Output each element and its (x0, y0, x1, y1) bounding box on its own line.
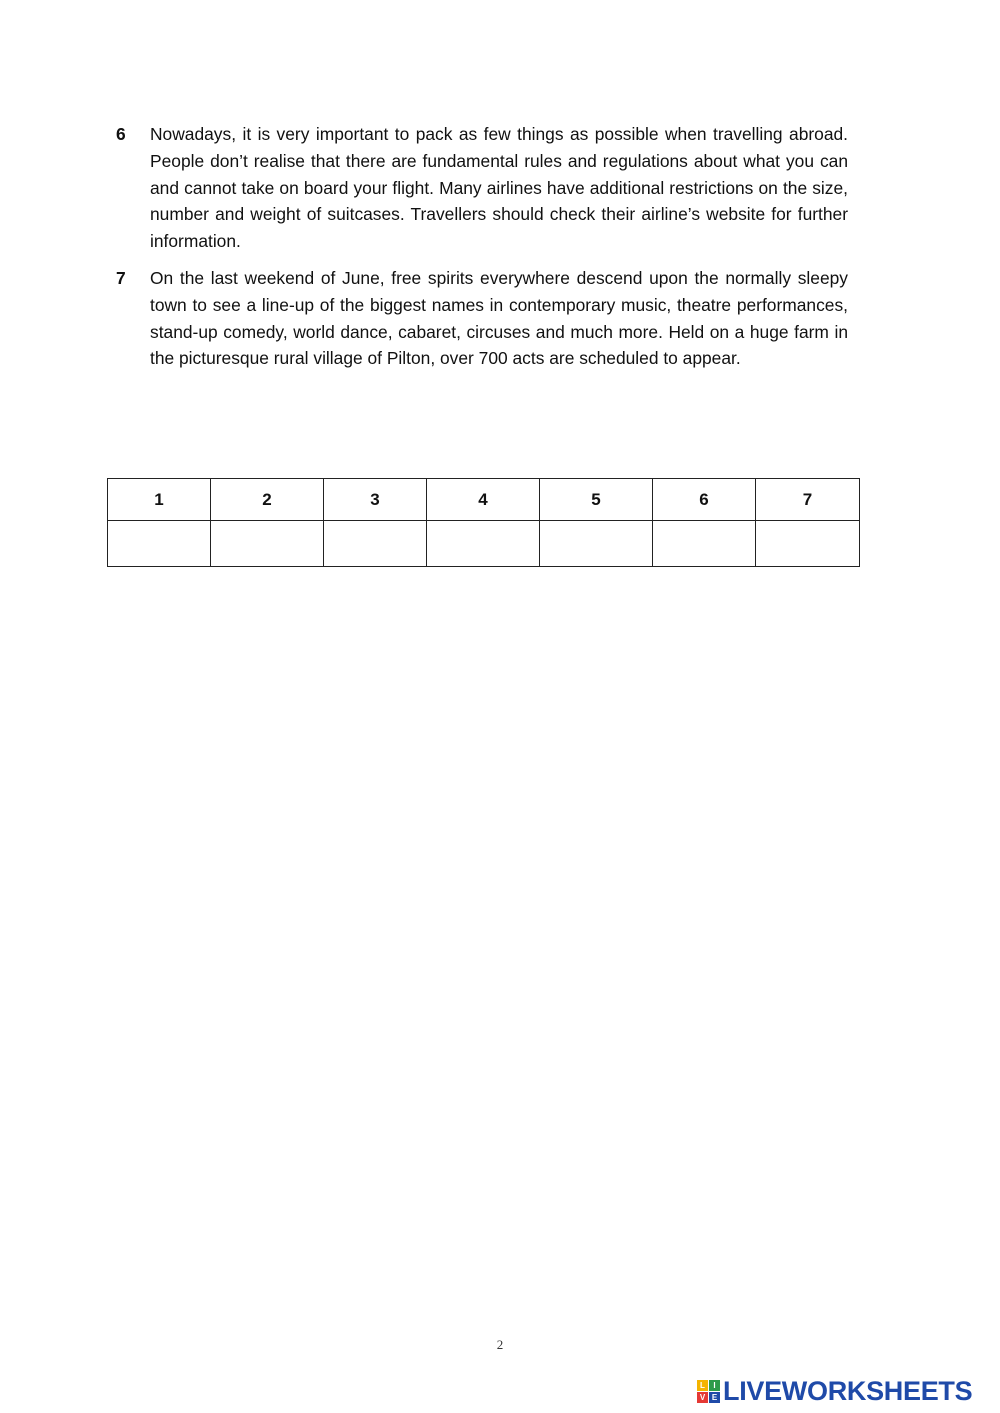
answer-table (107, 478, 860, 567)
item-number: 6 (116, 124, 126, 144)
table-header-cell: 4 (427, 479, 540, 521)
answer-cell-2[interactable] (211, 521, 324, 567)
item-number: 7 (116, 268, 126, 288)
table-header-cell: 7 (756, 479, 860, 521)
liveworksheets-logo-icon (697, 1380, 720, 1403)
answer-cell-3[interactable] (324, 521, 427, 567)
answer-cell-6[interactable] (653, 521, 756, 567)
answer-cell-1[interactable] (108, 521, 211, 567)
logo-tile: L (697, 1380, 708, 1391)
table-header-cell: 2 (211, 479, 324, 521)
table-header-cell: 6 (653, 479, 756, 521)
answer-cell-5[interactable] (540, 521, 653, 567)
passage-item-6 (116, 121, 848, 255)
passage-item-7 (116, 265, 848, 372)
table-header-row (108, 479, 860, 521)
liveworksheets-brand[interactable] (697, 1378, 972, 1405)
logo-tile: E (709, 1392, 720, 1403)
logo-tile: V (697, 1392, 708, 1403)
page-number: 2 (496, 1337, 504, 1352)
brand-name: LIVEWORKSHEETS (723, 1376, 973, 1406)
logo-tile: I (709, 1380, 720, 1391)
answer-cell-4[interactable] (427, 521, 540, 567)
item-text: Nowadays, it is very important to pack as few things as possible when travelling abroad. People don’t realise that there are fundamental rules and regulations about what you can and cannot take on board your flight. Many airlines have additional restrictions on the size, number and weight of suitcases. Travellers should check their airline’s website for further information. (150, 124, 848, 252)
table-header-cell: 3 (324, 479, 427, 521)
table-answer-row (108, 521, 860, 567)
table-header-cell: 5 (540, 479, 653, 521)
answer-cell-7[interactable] (756, 521, 860, 567)
table-header-cell: 1 (108, 479, 211, 521)
item-text: On the last weekend of June, free spirits everywhere descend upon the normally sleepy town to see a line-up of the biggest names in contemporary music, theatre performances, stand-up comedy, world dance, cabaret, circuses and much more. Held on a huge farm in the picturesque rural village of Pilton, over 700 acts are scheduled to appear. (150, 268, 848, 369)
